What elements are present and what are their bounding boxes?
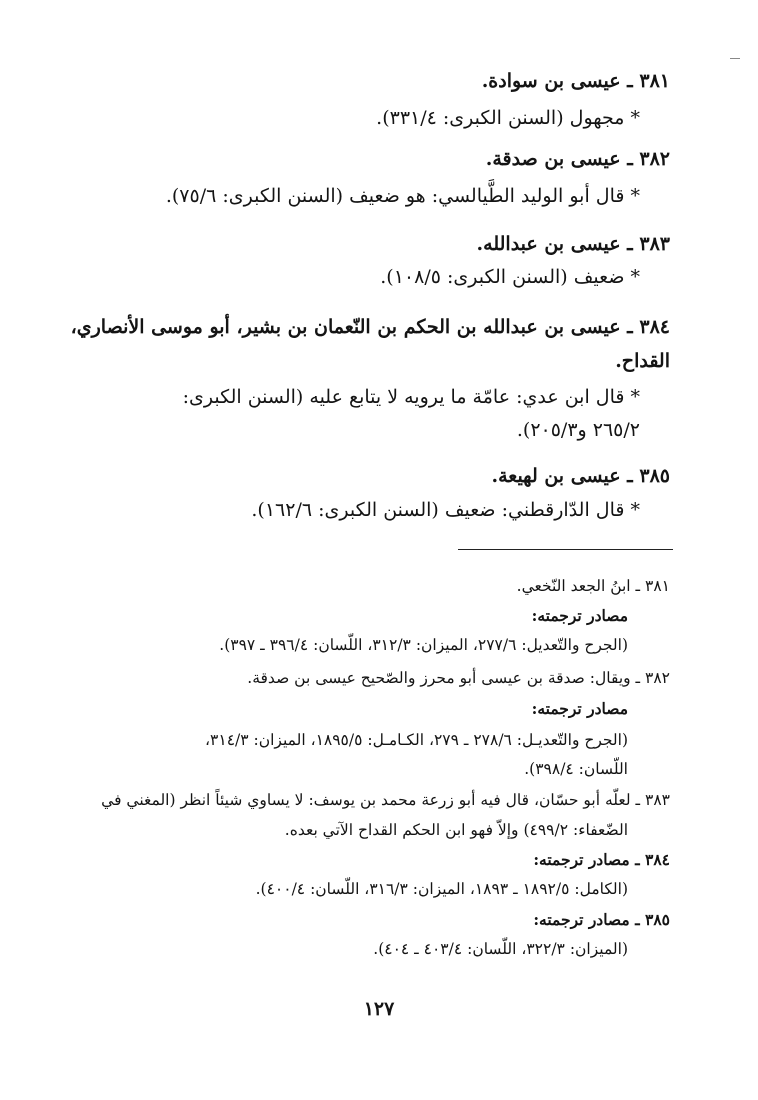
entry-384-body-cont: ٢٦٥/٢ و٢٠٥/٣). [516, 419, 640, 441]
corner-mark [730, 58, 740, 59]
page-number: ١٢٧ [363, 998, 395, 1020]
footnote-382: ٣٨٢ ـ ويقال: صدقة بن عيسى أبو محرز والصّحيح عيسى بن صدقة. [247, 669, 670, 687]
footnote-384-sources-label: ٣٨٤ ـ مصادر ترجمته: [533, 850, 670, 869]
entry-384-heading: ٣٨٤ ـ عيسى بن عبدالله بن الحكم بن النّعمان بن بشير، أبو موسى الأنصاري، [70, 316, 670, 338]
footnote-382-sources: (الجرح والتّعديـل: ٢٧٨/٦ ـ ٢٧٩، الكـامـل: ١٨٩٥/٥، الميزان: ٣١٤/٣، [205, 731, 628, 749]
footnote-divider [458, 549, 673, 550]
footnote-384-sources: (الكامل: ١٨٩٢/٥ ـ ١٨٩٣، الميزان: ٣١٦/٣، اللّسان: ٤٠٠/٤). [255, 880, 628, 898]
footnote-385-sources: (الميزان: ٣٢٢/٣، اللّسان: ٤٠٣/٤ ـ ٤٠٤). [373, 940, 628, 958]
entry-384-heading-cont: القداح. [615, 350, 670, 372]
footnote-383: ٣٨٣ ـ لعلّه أبو حسّان، قال فيه أبو زرعة محمد بن يوسف: لا يساوي شيئاً انظر (المغني في [101, 791, 670, 809]
footnote-381: ٣٨١ ـ ابنُ الجعد النّخعي. [516, 577, 670, 595]
entry-385-body: * قال الدّارقطني: ضعيف (السنن الكبرى: ١٦٢/٦). [251, 499, 640, 521]
entry-382-body: * قال أبو الوليد الطَّيالسي: هو ضعيف (السنن الكبرى: ٧٥/٦). [165, 185, 640, 207]
entry-383-heading: ٣٨٣ ـ عيسى بن عبدالله. [476, 233, 670, 255]
footnote-382-sources-cont: اللّسان: ٣٩٨/٤). [524, 760, 628, 778]
footnote-385-sources-label: ٣٨٥ ـ مصادر ترجمته: [533, 910, 670, 929]
footnote-381-sources-label: مصادر ترجمته: [531, 606, 628, 625]
entry-384-body: * قال ابن عدي: عامّة ما يرويه لا يتابع عليه (السنن الكبرى: [182, 386, 640, 408]
entry-385-heading: ٣٨٥ ـ عيسى بن لهيعة. [491, 465, 670, 487]
entry-383-body: * ضعيف (السنن الكبرى: ١٠٨/٥). [380, 266, 640, 288]
footnote-383-cont: الضّعفاء: ٤٩٩/٢) وإلاّ فهو ابن الحكم القداح الآتي بعده. [284, 821, 628, 839]
footnote-381-sources: (الجرح والتّعديل: ٢٧٧/٦، الميزان: ٣١٢/٣، اللّسان: ٣٩٦/٤ ـ ٣٩٧). [219, 636, 628, 654]
footnote-382-sources-label: مصادر ترجمته: [531, 699, 628, 718]
entry-382-heading: ٣٨٢ ـ عيسى بن صدقة. [485, 148, 670, 170]
entry-381-body: * مجهول (السنن الكبرى: ٣٣١/٤). [376, 107, 640, 129]
entry-381-heading: ٣٨١ ـ عيسى بن سوادة. [481, 70, 670, 92]
